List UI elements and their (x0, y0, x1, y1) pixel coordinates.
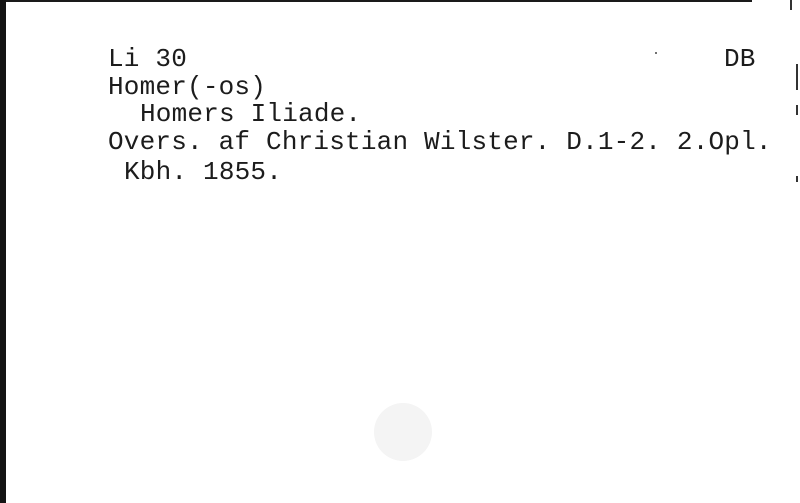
edge-mark (796, 176, 798, 182)
call-number: Li 30 (108, 44, 188, 74)
collection-code: DB (724, 44, 756, 74)
paper-speck (655, 52, 657, 54)
translation-note: Overs. af Christian Wilster. D.1-2. 2.Opl. (108, 127, 772, 157)
title-line: Homers Iliade. (140, 99, 362, 129)
paper-stain (374, 403, 432, 461)
imprint-line: Kbh. 1855. (124, 157, 283, 187)
author-heading: Homer(-os) (108, 72, 267, 102)
edge-mark (790, 0, 792, 10)
edge-mark (796, 64, 798, 90)
card-left-edge (0, 0, 6, 503)
edge-mark (796, 105, 798, 115)
card-top-edge (0, 0, 752, 2)
